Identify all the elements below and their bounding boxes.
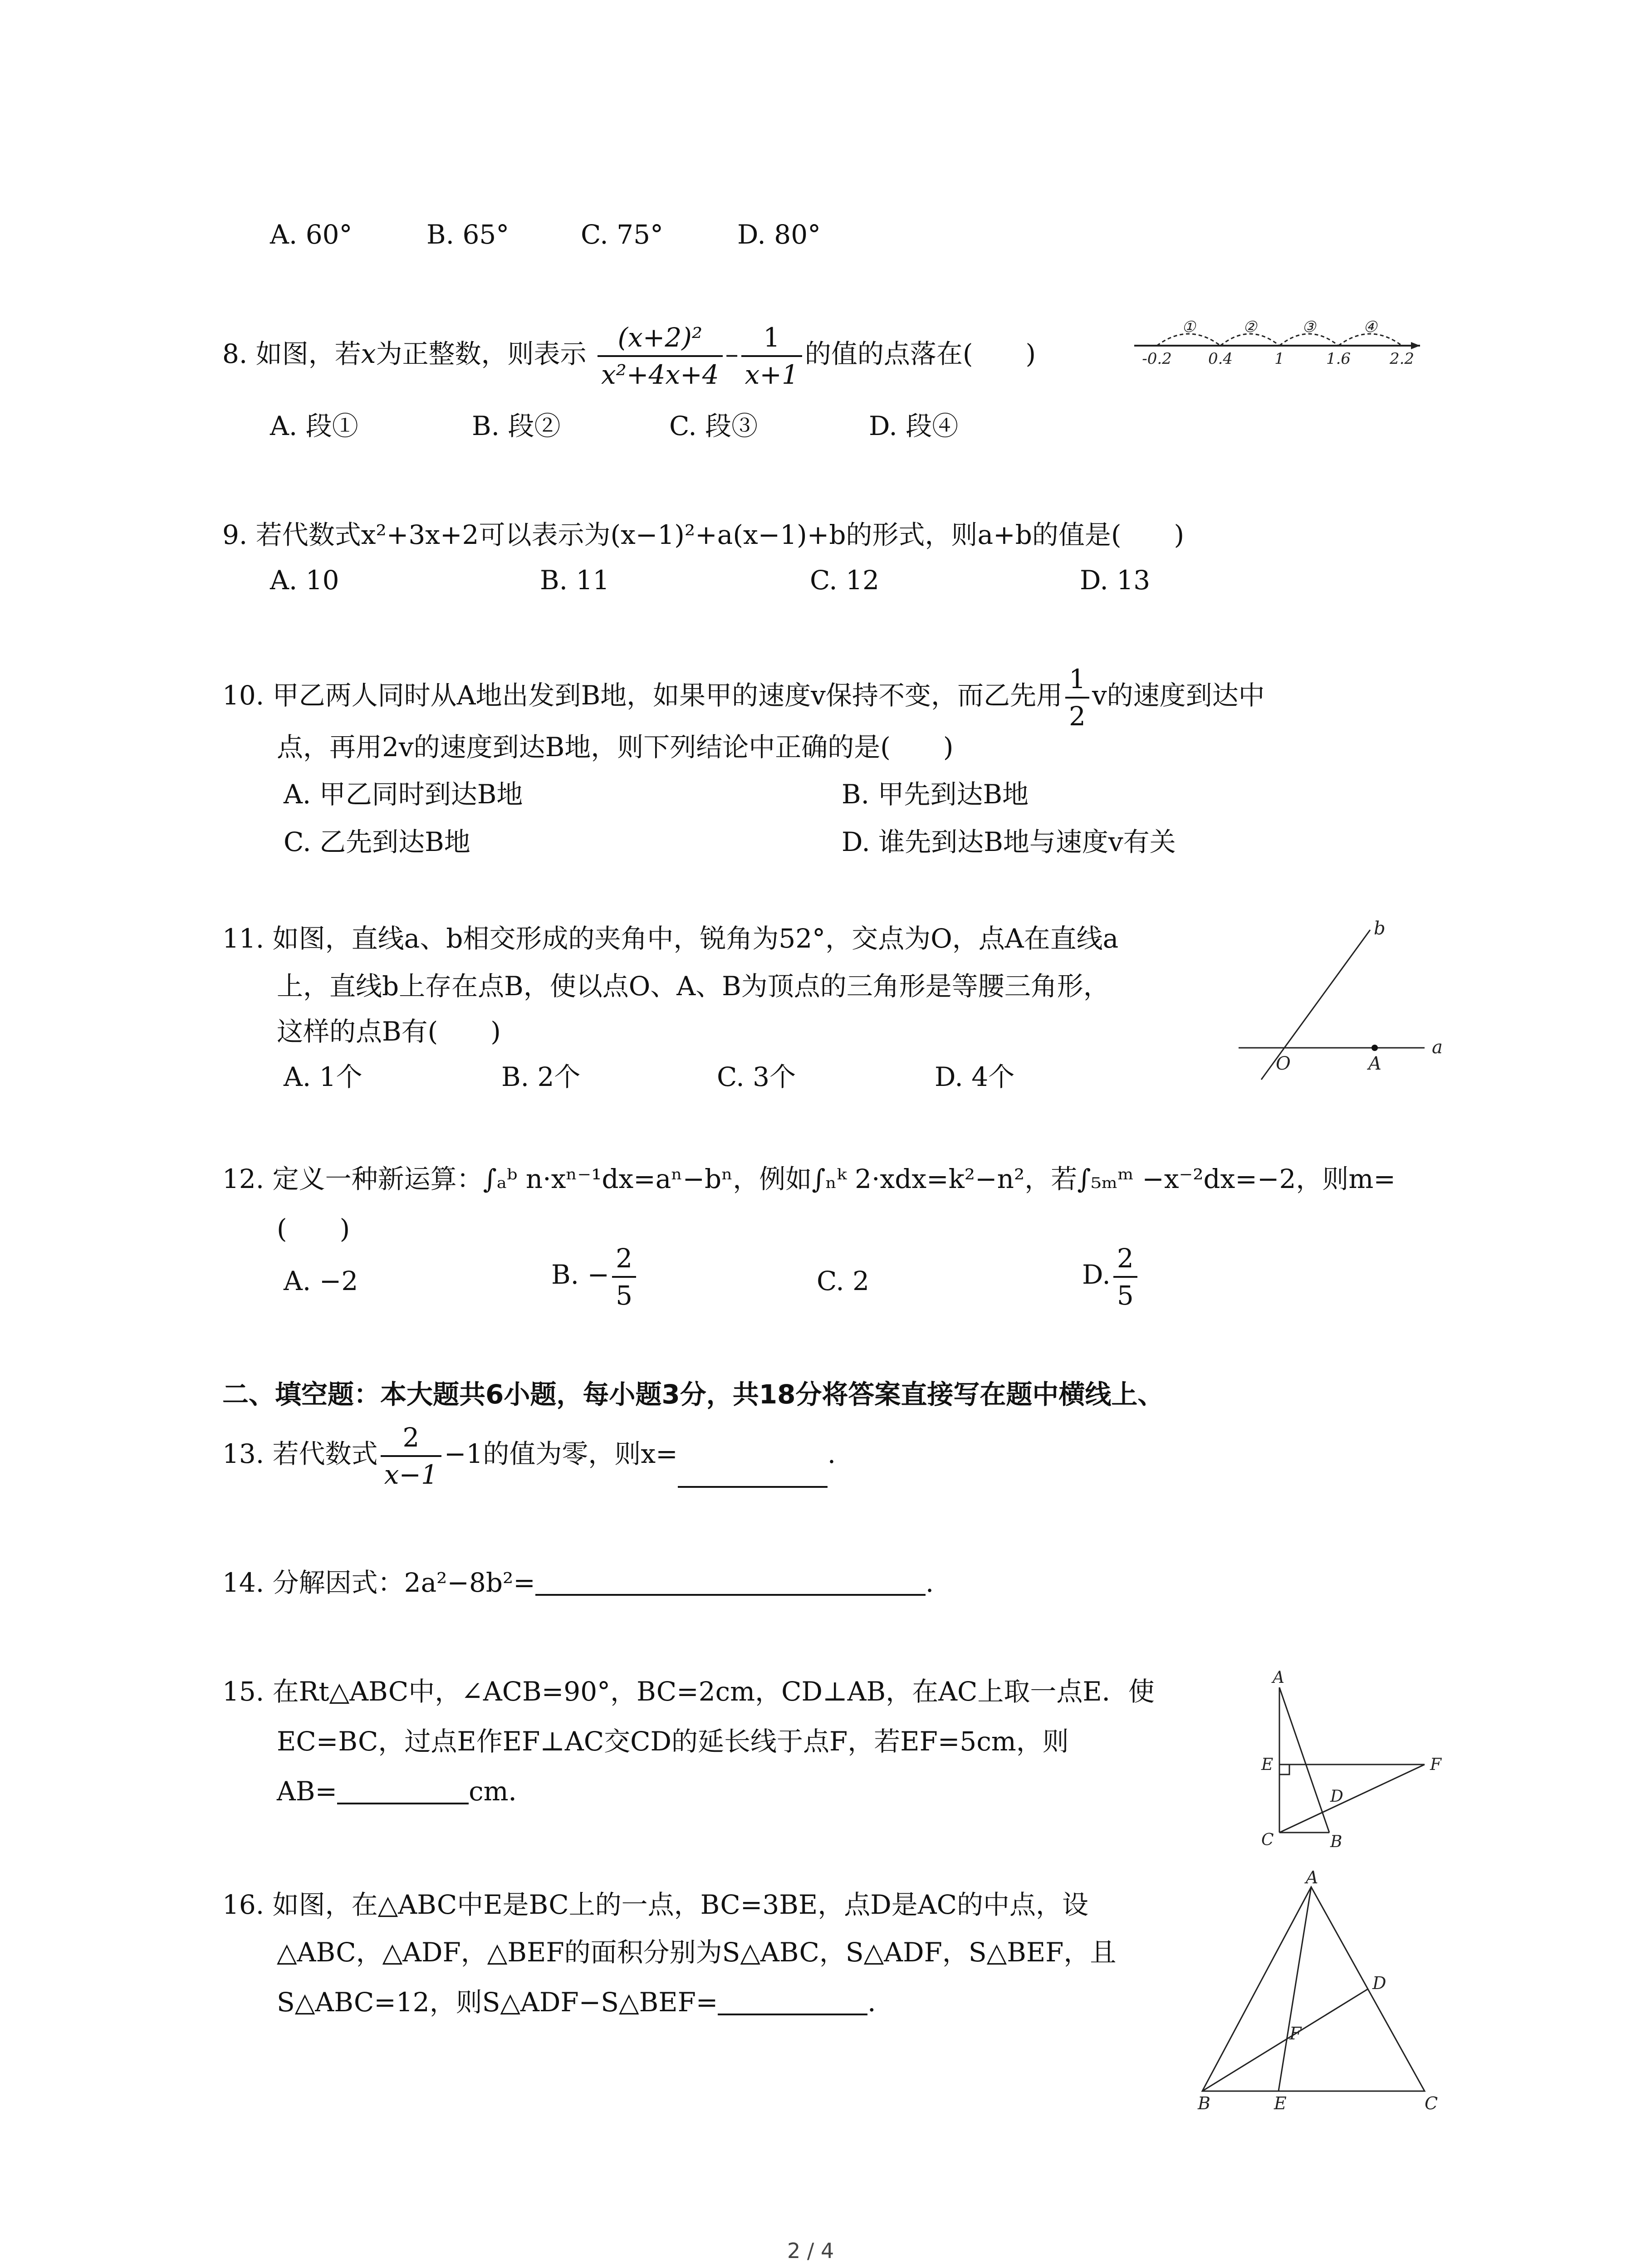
q9-option-d: D. 13 xyxy=(1080,565,1151,596)
q15-label-c: C xyxy=(1261,1831,1274,1849)
q8-tick-1: -0.2 xyxy=(1142,350,1172,368)
q16-line-2: △ABC，△ADF，△BEF的面积分别为S△ABC，S△ADF，S△BEF，且 xyxy=(277,1937,1117,1968)
q8-option-d: D. 段④ xyxy=(869,411,959,441)
q7-option-b: B. 65° xyxy=(426,219,509,250)
q8-frac2-num: 1 xyxy=(741,324,802,357)
q11-option-a: A. 1个 xyxy=(284,1061,362,1092)
q8-segment-2: ② xyxy=(1243,318,1257,336)
q10-option-c: C. 乙先到达B地 xyxy=(284,826,470,857)
q15-line3-post: cm． xyxy=(469,1776,535,1807)
q12-option-b-prefix: B. − xyxy=(551,1259,610,1290)
q8-tick-2: 0.4 xyxy=(1208,350,1233,368)
q9-stem: 9. 若代数式x²+3x+2可以表示为(x−1)²+a(x−1)+b的形式，则a+b的值是( ) xyxy=(222,519,1185,550)
q7-option-a: A. 60° xyxy=(270,219,353,250)
q11-label-a: a xyxy=(1432,1037,1443,1058)
q8-number: 8. xyxy=(222,338,248,370)
q12-option-c: C. 2 xyxy=(817,1266,870,1296)
q8-fraction-1 xyxy=(598,324,723,388)
q12-option-b xyxy=(551,1245,639,1309)
q16-label-d: D xyxy=(1372,1973,1386,1993)
q10-option-a: A. 甲乙同时到达B地 xyxy=(284,779,523,810)
q12-option-b-num: 2 xyxy=(612,1245,636,1278)
q11-line-2: 上，直线b上存在点B，使以点O、A、B为顶点的三角形是等腰三角形， xyxy=(277,971,1110,1002)
q11-label-b: b xyxy=(1374,918,1386,939)
q9-option-c: C. 12 xyxy=(810,565,879,596)
q14-pre: 14. 分解因式：2a²−8b²= xyxy=(222,1567,535,1598)
q12-line-1: 12. 定义一种新运算：∫ₐᵇ n·xⁿ⁻¹dx=aⁿ−bⁿ，例如∫ₙᵏ 2·xdx=k²−n²，若∫₅ₘᵐ −x⁻²dx=−2，则m= xyxy=(222,1163,1396,1194)
q8-option-b: B. 段② xyxy=(472,411,561,441)
q8-segment-4: ④ xyxy=(1363,318,1377,336)
q11-option-c: C. 3个 xyxy=(717,1061,796,1092)
q11-option-d: D. 4个 xyxy=(935,1061,1015,1092)
q9-option-a: A. 10 xyxy=(270,565,339,596)
q8-mid: 为正整数，则表示 xyxy=(376,338,587,370)
q15-line-1: 15. 在Rt△ABC中，∠ACB=90°，BC=2cm，CD⊥AB，在AC上取一点E．使 xyxy=(222,1676,1155,1707)
q10-option-b: B. 甲先到达B地 xyxy=(842,779,1029,810)
q8-frac2-den: x+1 xyxy=(745,359,798,390)
q15-line-2: EC=BC，过点E作EF⊥AC交CD的延长线于点F，若EF=5cm，则 xyxy=(277,1726,1069,1757)
q15-answer-blank[interactable] xyxy=(337,1779,469,1804)
q11-line-1: 11. 如图，直线a、b相交形成的夹角中，锐角为52°，交点为O，点A在直线a xyxy=(222,923,1119,954)
q16-label-e: E xyxy=(1274,2093,1287,2113)
q16-label-f: F xyxy=(1289,2024,1302,2043)
q16-label-c: C xyxy=(1425,2093,1438,2113)
q12-option-a: A. −2 xyxy=(284,1266,358,1296)
q16-line-3 xyxy=(277,1987,894,2018)
q13-answer-blank[interactable] xyxy=(678,1462,828,1488)
q8-frac1-den: x²+4x+4 xyxy=(601,359,719,390)
q14-answer-blank[interactable] xyxy=(535,1570,926,1596)
q13-end: . xyxy=(827,1438,836,1470)
q10-frac-num: 1 xyxy=(1065,666,1089,699)
q16-line-1: 16. 如图，在△ABC中E是BC上的一点，BC=3BE，点D是AC的中点，设 xyxy=(222,1889,1088,1920)
q16-label-a: A xyxy=(1306,1869,1318,1887)
q8-number-line xyxy=(1130,304,1429,376)
q10-line-2: 点，再用2v的速度到达B地，则下列结论中正确的是( ) xyxy=(277,732,954,763)
q13-frac-den: x−1 xyxy=(384,1459,438,1490)
q12-option-d xyxy=(1082,1245,1140,1309)
q16-line3-post: ． xyxy=(867,1987,894,2018)
q8-post: 的值的点落在( ) xyxy=(804,338,1036,370)
section-2-heading: 二、填空题：本大题共6小题，每小题3分，共18分将答案直接写在题中横线上、 xyxy=(222,1379,1164,1410)
q8-option-a: A. 段① xyxy=(270,411,358,441)
q11-label-o: O xyxy=(1276,1053,1291,1074)
q13-stem xyxy=(222,1424,836,1488)
q12-option-d-prefix: D. xyxy=(1082,1259,1111,1290)
q12-option-d-den: 5 xyxy=(1117,1280,1134,1311)
q16-label-b: B xyxy=(1198,2093,1210,2113)
q11-line-3: 这样的点B有( ) xyxy=(277,1016,501,1047)
q13-frac-num: 2 xyxy=(381,1424,441,1457)
q9-option-b: B. 11 xyxy=(540,565,610,596)
q8-fraction-2 xyxy=(741,324,802,388)
q8-option-c: C. 段③ xyxy=(669,411,758,441)
q13-post: −1的值为零，则x= xyxy=(444,1438,678,1470)
q7-option-c: C. 75° xyxy=(581,219,663,250)
q10-line1b: v的速度到达中 xyxy=(1092,680,1265,711)
q13-fraction xyxy=(381,1424,441,1488)
q10-fraction xyxy=(1065,664,1089,732)
q10-option-d: D. 谁先到达B地与速度v有关 xyxy=(842,826,1176,857)
q12-line-2: ( ) xyxy=(277,1213,350,1244)
q12-option-b-den: 5 xyxy=(616,1280,632,1311)
q8-stem xyxy=(222,324,1036,388)
q13-pre: 13. 若代数式 xyxy=(222,1438,378,1470)
q8-segment-3: ③ xyxy=(1302,318,1316,336)
q16-line3-pre: S△ABC=12，则S△ADF−S△BEF= xyxy=(277,1987,718,2018)
q8-segment-1: ① xyxy=(1181,318,1196,336)
q11-label-a-point: A xyxy=(1368,1053,1381,1074)
q15-line-3 xyxy=(277,1776,535,1807)
q15-label-a: A xyxy=(1273,1669,1284,1687)
q15-figure xyxy=(1252,1669,1452,1851)
q10-line1a: 10. 甲乙两人同时从A地出发到B地，如果甲的速度v保持不变，而乙先用 xyxy=(222,680,1063,711)
q15-label-b: B xyxy=(1330,1833,1342,1851)
q8-frac1-num: (x+2)² xyxy=(598,324,723,357)
q8-tick-4: 1.6 xyxy=(1326,350,1351,368)
q11-figure xyxy=(1234,912,1443,1084)
q10-frac-den: 2 xyxy=(1068,701,1086,732)
q15-label-e: E xyxy=(1261,1755,1274,1774)
q14-end: . xyxy=(925,1567,934,1598)
q12-option-d-fraction xyxy=(1113,1245,1137,1309)
page-number: 2 / 4 xyxy=(787,2239,834,2263)
q14-stem xyxy=(222,1569,934,1596)
q7-option-d: D. 80° xyxy=(737,219,821,250)
q8-var: x xyxy=(361,338,376,370)
q12-option-b-fraction xyxy=(612,1245,636,1309)
q8-minus: – xyxy=(725,338,739,370)
q8-tick-3: 1 xyxy=(1274,350,1284,368)
q11-option-b: B. 2个 xyxy=(501,1061,581,1092)
q15-label-f: F xyxy=(1430,1755,1441,1774)
q10-line-1 xyxy=(222,664,1265,732)
q16-figure xyxy=(1189,1869,1461,2114)
q12-option-d-num: 2 xyxy=(1113,1245,1137,1278)
q16-answer-blank[interactable] xyxy=(718,1990,867,2015)
q15-label-d: D xyxy=(1330,1787,1343,1806)
q8-pre: 如图，若 xyxy=(255,338,361,370)
q15-line3-pre: AB= xyxy=(277,1776,338,1807)
q8-tick-5: 2.2 xyxy=(1389,350,1415,368)
